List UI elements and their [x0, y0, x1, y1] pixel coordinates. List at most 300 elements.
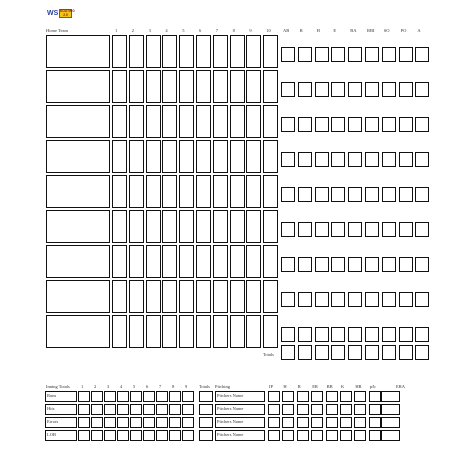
pitching-pb-cell[interactable] [369, 430, 381, 441]
r-stat-cell[interactable] [298, 47, 312, 62]
inning-7-cell[interactable] [213, 105, 228, 138]
r-stat-cell[interactable] [298, 117, 312, 132]
e-stat-cell[interactable] [331, 47, 345, 62]
po-stat-cell[interactable] [399, 292, 413, 307]
pitching-er-cell[interactable] [311, 430, 323, 441]
a-stat-cell[interactable] [415, 47, 429, 62]
total-a-cell[interactable] [415, 345, 429, 360]
pitching-era-cell[interactable] [381, 391, 400, 402]
r-stat-cell[interactable] [298, 292, 312, 307]
inning-totals-sum-cell[interactable] [199, 404, 213, 415]
inning-totals-9-cell[interactable] [182, 417, 194, 428]
inning-1-cell[interactable] [112, 105, 127, 138]
pitching-er-cell[interactable] [311, 417, 323, 428]
inning-2-cell[interactable] [129, 315, 144, 348]
inning-7-cell[interactable] [213, 210, 228, 243]
inning-7-cell[interactable] [213, 245, 228, 278]
player-name-cell[interactable] [46, 70, 110, 103]
inning-totals-7-cell[interactable] [156, 430, 168, 441]
so-stat-cell[interactable] [382, 292, 396, 307]
so-stat-cell[interactable] [382, 187, 396, 202]
ba-stat-cell[interactable] [348, 117, 362, 132]
inning-1-cell[interactable] [112, 140, 127, 173]
player-name-cell[interactable] [46, 280, 110, 313]
inning-1-cell[interactable] [112, 210, 127, 243]
a-stat-cell[interactable] [415, 82, 429, 97]
so-stat-cell[interactable] [382, 152, 396, 167]
inning-3-cell[interactable] [146, 140, 161, 173]
inning-totals-header-8: 8 [172, 384, 175, 389]
inning-5-cell[interactable] [179, 210, 194, 243]
inning-3-cell[interactable] [146, 245, 161, 278]
inning-2-cell[interactable] [129, 175, 144, 208]
total-ab-cell[interactable] [281, 345, 295, 360]
h-stat-cell[interactable] [315, 257, 329, 272]
h-stat-cell[interactable] [315, 117, 329, 132]
inning-1-cell[interactable] [112, 280, 127, 313]
inning-1-cell[interactable] [112, 175, 127, 208]
pitching-h-cell[interactable] [282, 417, 294, 428]
po-stat-cell[interactable] [399, 152, 413, 167]
inning-7-cell[interactable] [213, 280, 228, 313]
inning-2-cell[interactable] [129, 105, 144, 138]
inning-totals-8-cell[interactable] [169, 417, 181, 428]
pitcher-name-label: Pitchers Name [217, 432, 244, 437]
so-stat-cell[interactable] [382, 327, 396, 342]
po-stat-cell[interactable] [399, 257, 413, 272]
inning-8-cell[interactable] [230, 140, 245, 173]
inning-4-cell[interactable] [162, 105, 177, 138]
pitching-hr-cell[interactable] [354, 391, 366, 402]
inning-totals-header-6: 6 [146, 384, 149, 389]
pitching-era-cell[interactable] [381, 417, 400, 428]
inning-totals-7-cell[interactable] [156, 404, 168, 415]
inning-3-cell[interactable] [146, 315, 161, 348]
inning-6-cell[interactable] [196, 315, 211, 348]
pitching-bb-cell[interactable] [326, 430, 338, 441]
pitching-era-cell[interactable] [381, 404, 400, 415]
pitching-r-cell[interactable] [297, 391, 309, 402]
inning-10-cell[interactable] [263, 280, 278, 313]
inning-totals-6-cell[interactable] [143, 430, 155, 441]
inning-totals-1-cell[interactable] [78, 417, 90, 428]
inning-6-cell[interactable] [196, 210, 211, 243]
inning-10-cell[interactable] [263, 70, 278, 103]
inning-5-cell[interactable] [179, 175, 194, 208]
inning-8-cell[interactable] [230, 35, 245, 68]
inning-totals-8-cell[interactable] [169, 391, 181, 402]
inning-totals-4-cell[interactable] [117, 391, 129, 402]
pitching-hr-cell[interactable] [354, 404, 366, 415]
pitching-header-ip: IP [269, 384, 274, 389]
inning-4-cell[interactable] [162, 210, 177, 243]
inning-2-cell[interactable] [129, 280, 144, 313]
pitching-ip-cell[interactable] [268, 404, 280, 415]
stat-header-po: PO [400, 28, 407, 33]
po-stat-cell[interactable] [399, 47, 413, 62]
h-stat-cell[interactable] [315, 47, 329, 62]
inning-totals-2-cell[interactable] [91, 404, 103, 415]
ab-stat-cell[interactable] [281, 117, 295, 132]
rbi-stat-cell[interactable] [365, 327, 379, 342]
pitching-er-cell[interactable] [311, 404, 323, 415]
inning-5-cell[interactable] [179, 315, 194, 348]
inning-totals-3-cell[interactable] [104, 391, 116, 402]
rbi-stat-cell[interactable] [365, 152, 379, 167]
po-stat-cell[interactable] [399, 117, 413, 132]
inning-header-3: 3 [148, 28, 151, 33]
ab-stat-cell[interactable] [281, 82, 295, 97]
inning-6-cell[interactable] [196, 35, 211, 68]
inning-3-cell[interactable] [146, 210, 161, 243]
pitching-header-er: ER [312, 384, 318, 389]
inning-totals-header-1: 1 [81, 384, 84, 389]
ba-stat-cell[interactable] [348, 187, 362, 202]
inning-5-cell[interactable] [179, 245, 194, 278]
inning-2-cell[interactable] [129, 245, 144, 278]
inning-totals-9-cell[interactable] [182, 404, 194, 415]
total-h-cell[interactable] [315, 345, 329, 360]
player-name-cell[interactable] [46, 35, 110, 68]
inning-10-cell[interactable] [263, 140, 278, 173]
ab-stat-cell[interactable] [281, 222, 295, 237]
a-stat-cell[interactable] [415, 292, 429, 307]
inning-2-cell[interactable] [129, 140, 144, 173]
inning-9-cell[interactable] [246, 280, 261, 313]
pitcher-name-label: Pitchers Name [217, 419, 244, 424]
h-stat-cell[interactable] [315, 292, 329, 307]
pitching-r-cell[interactable] [297, 430, 309, 441]
pitching-era-cell[interactable] [381, 430, 400, 441]
ab-stat-cell[interactable] [281, 187, 295, 202]
pitching-header-h: H [283, 384, 287, 389]
inning-6-cell[interactable] [196, 70, 211, 103]
ba-stat-cell[interactable] [348, 152, 362, 167]
inning-5-cell[interactable] [179, 35, 194, 68]
inning-totals-header-2: 2 [94, 384, 97, 389]
total-po-cell[interactable] [399, 345, 413, 360]
total-rbi-cell[interactable] [365, 345, 379, 360]
a-stat-cell[interactable] [415, 152, 429, 167]
inning-totals-7-cell[interactable] [156, 391, 168, 402]
inning-totals-9-cell[interactable] [182, 391, 194, 402]
inning-totals-2-cell[interactable] [91, 417, 103, 428]
so-stat-cell[interactable] [382, 82, 396, 97]
inning-totals-7-cell[interactable] [156, 417, 168, 428]
inning-4-cell[interactable] [162, 245, 177, 278]
inning-6-cell[interactable] [196, 140, 211, 173]
inning-totals-1-cell[interactable] [78, 391, 90, 402]
inning-header-2: 2 [131, 28, 135, 33]
pitching-bb-cell[interactable] [326, 391, 338, 402]
inning-1-cell[interactable] [112, 70, 127, 103]
inning-9-cell[interactable] [246, 70, 261, 103]
stat-header-a: A [417, 28, 421, 33]
pitching-h-cell[interactable] [282, 404, 294, 415]
inning-totals-sum-cell[interactable] [199, 430, 213, 441]
inning-totals-2-cell[interactable] [91, 391, 103, 402]
r-stat-cell[interactable] [298, 152, 312, 167]
so-stat-cell[interactable] [382, 257, 396, 272]
e-stat-cell[interactable] [331, 327, 345, 342]
r-stat-cell[interactable] [298, 222, 312, 237]
logo-badge-line2: 2.0 [63, 12, 68, 17]
ab-stat-cell[interactable] [281, 257, 295, 272]
player-name-cell[interactable] [46, 210, 110, 243]
inning-2-cell[interactable] [129, 35, 144, 68]
inning-3-cell[interactable] [146, 280, 161, 313]
rbi-stat-cell[interactable] [365, 117, 379, 132]
inning-3-cell[interactable] [146, 175, 161, 208]
inning-1-cell[interactable] [112, 315, 127, 348]
inning-6-cell[interactable] [196, 175, 211, 208]
inning-4-cell[interactable] [162, 35, 177, 68]
inning-8-cell[interactable] [230, 70, 245, 103]
player-name-cell[interactable] [46, 105, 110, 138]
inning-5-cell[interactable] [179, 105, 194, 138]
rbi-stat-cell[interactable] [365, 82, 379, 97]
pitching-ip-cell[interactable] [268, 417, 280, 428]
pitching-h-cell[interactable] [282, 391, 294, 402]
ba-stat-cell[interactable] [348, 47, 362, 62]
pitching-pb-cell[interactable] [369, 404, 381, 415]
inning-2-cell[interactable] [129, 70, 144, 103]
inning-4-cell[interactable] [162, 315, 177, 348]
inning-totals-8-cell[interactable] [169, 404, 181, 415]
rbi-stat-cell[interactable] [365, 222, 379, 237]
pitching-hr-cell[interactable] [354, 417, 366, 428]
ba-stat-cell[interactable] [348, 257, 362, 272]
pitching-k-cell[interactable] [340, 417, 352, 428]
inning-totals-1-cell[interactable] [78, 404, 90, 415]
ba-stat-cell[interactable] [348, 327, 362, 342]
pitching-hr-cell[interactable] [354, 430, 366, 441]
pitching-r-cell[interactable] [297, 417, 309, 428]
logo-badge [59, 9, 75, 18]
inning-2-cell[interactable] [129, 210, 144, 243]
a-stat-cell[interactable] [415, 117, 429, 132]
inning-totals-8-cell[interactable] [169, 430, 181, 441]
inning-7-cell[interactable] [213, 140, 228, 173]
e-stat-cell[interactable] [331, 117, 345, 132]
rbi-stat-cell[interactable] [365, 47, 379, 62]
ba-stat-cell[interactable] [348, 292, 362, 307]
pitching-k-cell[interactable] [340, 391, 352, 402]
ba-stat-cell[interactable] [348, 222, 362, 237]
inning-totals-totals-header: Totals [199, 384, 210, 389]
inning-8-cell[interactable] [230, 175, 245, 208]
inning-totals-4-cell[interactable] [117, 404, 129, 415]
inning-totals-1-cell[interactable] [78, 430, 90, 441]
inning-totals-6-cell[interactable] [143, 417, 155, 428]
a-stat-cell[interactable] [415, 222, 429, 237]
inning-10-cell[interactable] [263, 105, 278, 138]
pitching-header-bb: BB [326, 384, 333, 389]
logo [47, 8, 77, 20]
stat-header-r: R [299, 28, 303, 33]
inning-totals-header-5: 5 [133, 384, 136, 389]
h-stat-cell[interactable] [315, 82, 329, 97]
po-stat-cell[interactable] [399, 222, 413, 237]
inning-totals-row-label: LOB [47, 432, 56, 437]
inning-totals-2-cell[interactable] [91, 430, 103, 441]
inning-4-cell[interactable] [162, 175, 177, 208]
total-so-cell[interactable] [382, 345, 396, 360]
ab-stat-cell[interactable] [281, 47, 295, 62]
pitching-ip-cell[interactable] [268, 391, 280, 402]
logo-mark: WS [47, 10, 59, 17]
inning-8-cell[interactable] [230, 315, 245, 348]
inning-9-cell[interactable] [246, 210, 261, 243]
e-stat-cell[interactable] [331, 257, 345, 272]
inning-9-cell[interactable] [246, 105, 261, 138]
stat-header-e: E [333, 28, 337, 33]
pitching-er-cell[interactable] [311, 391, 323, 402]
rbi-stat-cell[interactable] [365, 187, 379, 202]
inning-totals-3-cell[interactable] [104, 417, 116, 428]
inning-1-cell[interactable] [112, 35, 127, 68]
inning-totals-5-cell[interactable] [130, 417, 142, 428]
inning-8-cell[interactable] [230, 105, 245, 138]
inning-totals-6-cell[interactable] [143, 404, 155, 415]
po-stat-cell[interactable] [399, 327, 413, 342]
a-stat-cell[interactable] [415, 187, 429, 202]
e-stat-cell[interactable] [331, 152, 345, 167]
inning-10-cell[interactable] [263, 175, 278, 208]
ab-stat-cell[interactable] [281, 327, 295, 342]
pitching-h-cell[interactable] [282, 430, 294, 441]
pitching-pb-cell[interactable] [369, 417, 381, 428]
inning-8-cell[interactable] [230, 210, 245, 243]
r-stat-cell[interactable] [298, 327, 312, 342]
inning-6-cell[interactable] [196, 245, 211, 278]
inning-totals-header: Inning Totals [46, 384, 70, 389]
pitching-header-era: ERA [396, 384, 405, 389]
stat-header-h: H [316, 28, 320, 33]
pitching-k-cell[interactable] [340, 430, 352, 441]
pitching-pb-cell[interactable] [369, 391, 381, 402]
e-stat-cell[interactable] [331, 292, 345, 307]
total-e-cell[interactable] [331, 345, 345, 360]
inning-totals-4-cell[interactable] [117, 417, 129, 428]
player-name-cell[interactable] [46, 175, 110, 208]
e-stat-cell[interactable] [331, 82, 345, 97]
inning-4-cell[interactable] [162, 70, 177, 103]
a-stat-cell[interactable] [415, 327, 429, 342]
totals-label: Totals [263, 352, 274, 357]
inning-9-cell[interactable] [246, 315, 261, 348]
inning-totals-4-cell[interactable] [117, 430, 129, 441]
so-stat-cell[interactable] [382, 222, 396, 237]
inning-header-8: 8 [232, 28, 235, 33]
player-name-cell[interactable] [46, 245, 110, 278]
inning-totals-5-cell[interactable] [130, 404, 142, 415]
ab-stat-cell[interactable] [281, 292, 295, 307]
player-name-cell[interactable] [46, 140, 110, 173]
inning-totals-9-cell[interactable] [182, 430, 194, 441]
so-stat-cell[interactable] [382, 117, 396, 132]
pitching-r-cell[interactable] [297, 404, 309, 415]
inning-3-cell[interactable] [146, 70, 161, 103]
ab-stat-cell[interactable] [281, 152, 295, 167]
inning-totals-sum-cell[interactable] [199, 417, 213, 428]
inning-header-4: 4 [165, 28, 168, 33]
inning-totals-5-cell[interactable] [130, 430, 142, 441]
inning-6-cell[interactable] [196, 280, 211, 313]
pitching-ip-cell[interactable] [268, 430, 280, 441]
inning-totals-6-cell[interactable] [143, 391, 155, 402]
inning-10-cell[interactable] [263, 210, 278, 243]
e-stat-cell[interactable] [331, 222, 345, 237]
inning-5-cell[interactable] [179, 280, 194, 313]
inning-totals-row-label: Runs [47, 393, 57, 398]
inning-totals-5-cell[interactable] [130, 391, 142, 402]
inning-4-cell[interactable] [162, 140, 177, 173]
inning-7-cell[interactable] [213, 175, 228, 208]
logo-badge-line1: KOUTING [60, 9, 75, 13]
e-stat-cell[interactable] [331, 187, 345, 202]
inning-8-cell[interactable] [230, 245, 245, 278]
h-stat-cell[interactable] [315, 327, 329, 342]
inning-totals-3-cell[interactable] [104, 430, 116, 441]
inning-9-cell[interactable] [246, 245, 261, 278]
inning-totals-3-cell[interactable] [104, 404, 116, 415]
inning-totals-sum-cell[interactable] [199, 391, 213, 402]
inning-7-cell[interactable] [213, 35, 228, 68]
ba-stat-cell[interactable] [348, 82, 362, 97]
pitching-k-cell[interactable] [340, 404, 352, 415]
inning-9-cell[interactable] [246, 140, 261, 173]
inning-9-cell[interactable] [246, 35, 261, 68]
r-stat-cell[interactable] [298, 82, 312, 97]
inning-8-cell[interactable] [230, 280, 245, 313]
h-stat-cell[interactable] [315, 152, 329, 167]
player-name-cell[interactable] [46, 315, 110, 348]
so-stat-cell[interactable] [382, 47, 396, 62]
stat-header-ba: BA [350, 28, 357, 33]
inning-3-cell[interactable] [146, 105, 161, 138]
r-stat-cell[interactable] [298, 187, 312, 202]
rbi-stat-cell[interactable] [365, 292, 379, 307]
inning-1-cell[interactable] [112, 245, 127, 278]
inning-5-cell[interactable] [179, 140, 194, 173]
po-stat-cell[interactable] [399, 82, 413, 97]
inning-5-cell[interactable] [179, 70, 194, 103]
inning-4-cell[interactable] [162, 280, 177, 313]
inning-10-cell[interactable] [263, 245, 278, 278]
pitching-header: Pitching [215, 384, 231, 389]
total-r-cell[interactable] [298, 345, 312, 360]
inning-totals-header-9: 9 [185, 384, 188, 389]
inning-7-cell[interactable] [213, 70, 228, 103]
pitching-bb-cell[interactable] [326, 404, 338, 415]
h-stat-cell[interactable] [315, 222, 329, 237]
inning-6-cell[interactable] [196, 105, 211, 138]
inning-10-cell[interactable] [263, 315, 278, 348]
pitching-header-r: R [297, 384, 301, 389]
pitching-bb-cell[interactable] [326, 417, 338, 428]
po-stat-cell[interactable] [399, 187, 413, 202]
rbi-stat-cell[interactable] [365, 257, 379, 272]
total-ba-cell[interactable] [348, 345, 362, 360]
inning-7-cell[interactable] [213, 315, 228, 348]
r-stat-cell[interactable] [298, 257, 312, 272]
h-stat-cell[interactable] [315, 187, 329, 202]
inning-3-cell[interactable] [146, 35, 161, 68]
inning-9-cell[interactable] [246, 175, 261, 208]
a-stat-cell[interactable] [415, 257, 429, 272]
inning-10-cell[interactable] [263, 35, 278, 68]
